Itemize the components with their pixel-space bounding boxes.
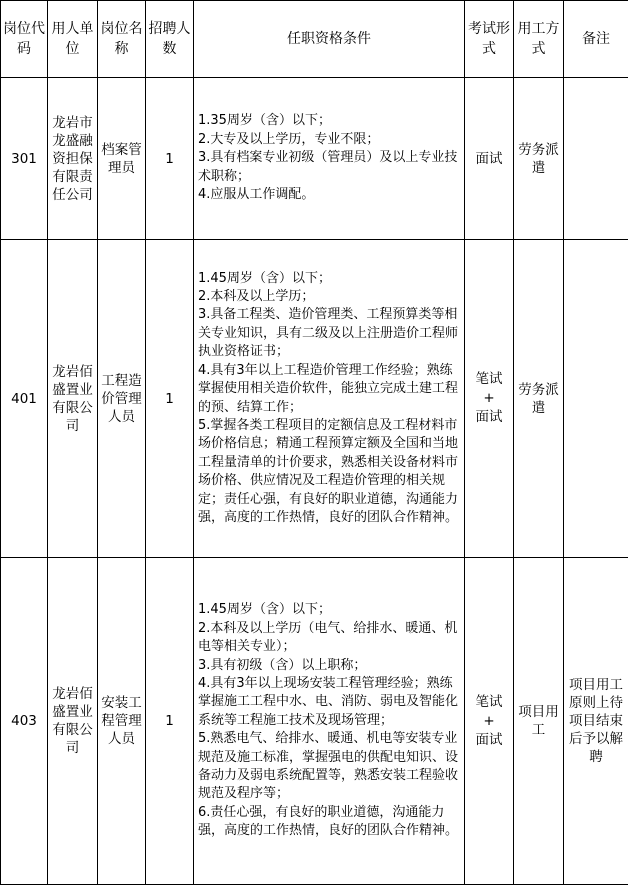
cell-note: [564, 240, 628, 558]
cell-position: 安装工程管理人员: [98, 558, 146, 885]
header-requirements: 任职资格条件: [194, 1, 465, 78]
requirement-line: 2.大专及以上学历，专业不限；: [198, 131, 462, 149]
cell-employment: 劳务派遣: [514, 78, 564, 240]
requirement-line: 1.45周岁（含）以下；: [198, 270, 462, 288]
requirement-line: 1.35周岁（含）以下；: [198, 112, 462, 130]
header-row: [1, 1, 628, 78]
requirement-line: 4.具有3年以上工程造价管理工作经验；熟练掌握使用相关造价软件，能独立完成土建工程的预、结算工作；: [198, 362, 462, 417]
requirement-line: 3.具有初级（含）以上职称；: [198, 657, 462, 675]
cell-employer: 龙岩佰盛置业有限公司: [48, 558, 98, 885]
table-row: [1, 240, 628, 558]
cell-count: 1: [146, 558, 194, 885]
requirement-line: 4.具有3年以上现场安装工程管理经验；熟练掌握施工工程中水、电、消防、弱电及智能化系统等工程施工技术及现场管理；: [198, 675, 462, 730]
cell-position: 工程造价管理人员: [98, 240, 146, 558]
header-code: 岗位代码: [1, 1, 48, 78]
exam-line: 笔试: [467, 693, 511, 712]
cell-exam: [465, 558, 514, 885]
header-exam: 考试形式: [465, 1, 514, 78]
cell-employer: 龙岩佰盛置业有限公司: [48, 240, 98, 558]
cell-employment: 项目用工: [514, 558, 564, 885]
cell-requirements: [194, 78, 465, 240]
cell-count: 1: [146, 78, 194, 240]
header-employer: 用人单位: [48, 1, 98, 78]
cell-exam: 面试: [465, 78, 514, 240]
cell-employer: 龙岩市龙盛融资担保有限责任公司: [48, 78, 98, 240]
cell-count: 1: [146, 240, 194, 558]
requirement-line: 2.本科及以上学历；: [198, 288, 462, 306]
exam-line: +: [467, 712, 511, 731]
cell-note: [564, 78, 628, 240]
requirement-line: 3.具备工程类、造价管理类、工程预算类等相关专业知识，具有二级及以上注册造价工程师执业资格证书；: [198, 306, 462, 361]
requirement-line: 2.本科及以上学历（电气、给排水、暖通、机电等相关专业）；: [198, 620, 462, 657]
cell-code: 403: [1, 558, 48, 885]
cell-note: 项目用工原则上待项目结束后予以解聘: [564, 558, 628, 885]
requirement-line: 5.熟悉电气、给排水、暖通、机电等安装专业规范及施工标准，掌握强电的供配电知识、设备动力及弱电系统配置等，熟悉安装工程验收规范及程序等；: [198, 730, 462, 804]
cell-code: 301: [1, 78, 48, 240]
exam-line: 笔试: [467, 370, 511, 389]
exam-line: 面试: [467, 731, 511, 750]
exam-line: 面试: [467, 408, 511, 427]
header-position: 岗位名称: [98, 1, 146, 78]
cell-employment: 劳务派遣: [514, 240, 564, 558]
cell-code: 401: [1, 240, 48, 558]
requirement-line: 4.应服从工作调配。: [198, 186, 462, 204]
table-row: [1, 78, 628, 240]
requirement-line: 5.掌握各类工程项目的定额信息及工程材料市场价格信息；精通工程预算定额及全国和当地工程量清单的计价要求，熟悉相关设备材料市场价格、供应情况及工程造价管理的相关规定；责任心强，有良好的职业道德，沟通能力强，高度的工作热情，良好的团队合作精神。: [198, 417, 462, 527]
requirement-line: 3.具有档案专业初级（管理员）及以上专业技术职称；: [198, 149, 462, 186]
requirement-line: 6.责任心强，有良好的职业道德，沟通能力强，高度的工作热情，良好的团队合作精神。: [198, 804, 462, 841]
header-count: 招聘人数: [146, 1, 194, 78]
exam-line: +: [467, 389, 511, 408]
cell-exam: [465, 240, 514, 558]
header-note: 备注: [564, 1, 628, 78]
header-employment: 用工方式: [514, 1, 564, 78]
requirement-line: 1.45周岁（含）以下；: [198, 601, 462, 619]
cell-requirements: [194, 558, 465, 885]
cell-position: 档案管理员: [98, 78, 146, 240]
table-row: [1, 558, 628, 885]
cell-requirements: [194, 240, 465, 558]
